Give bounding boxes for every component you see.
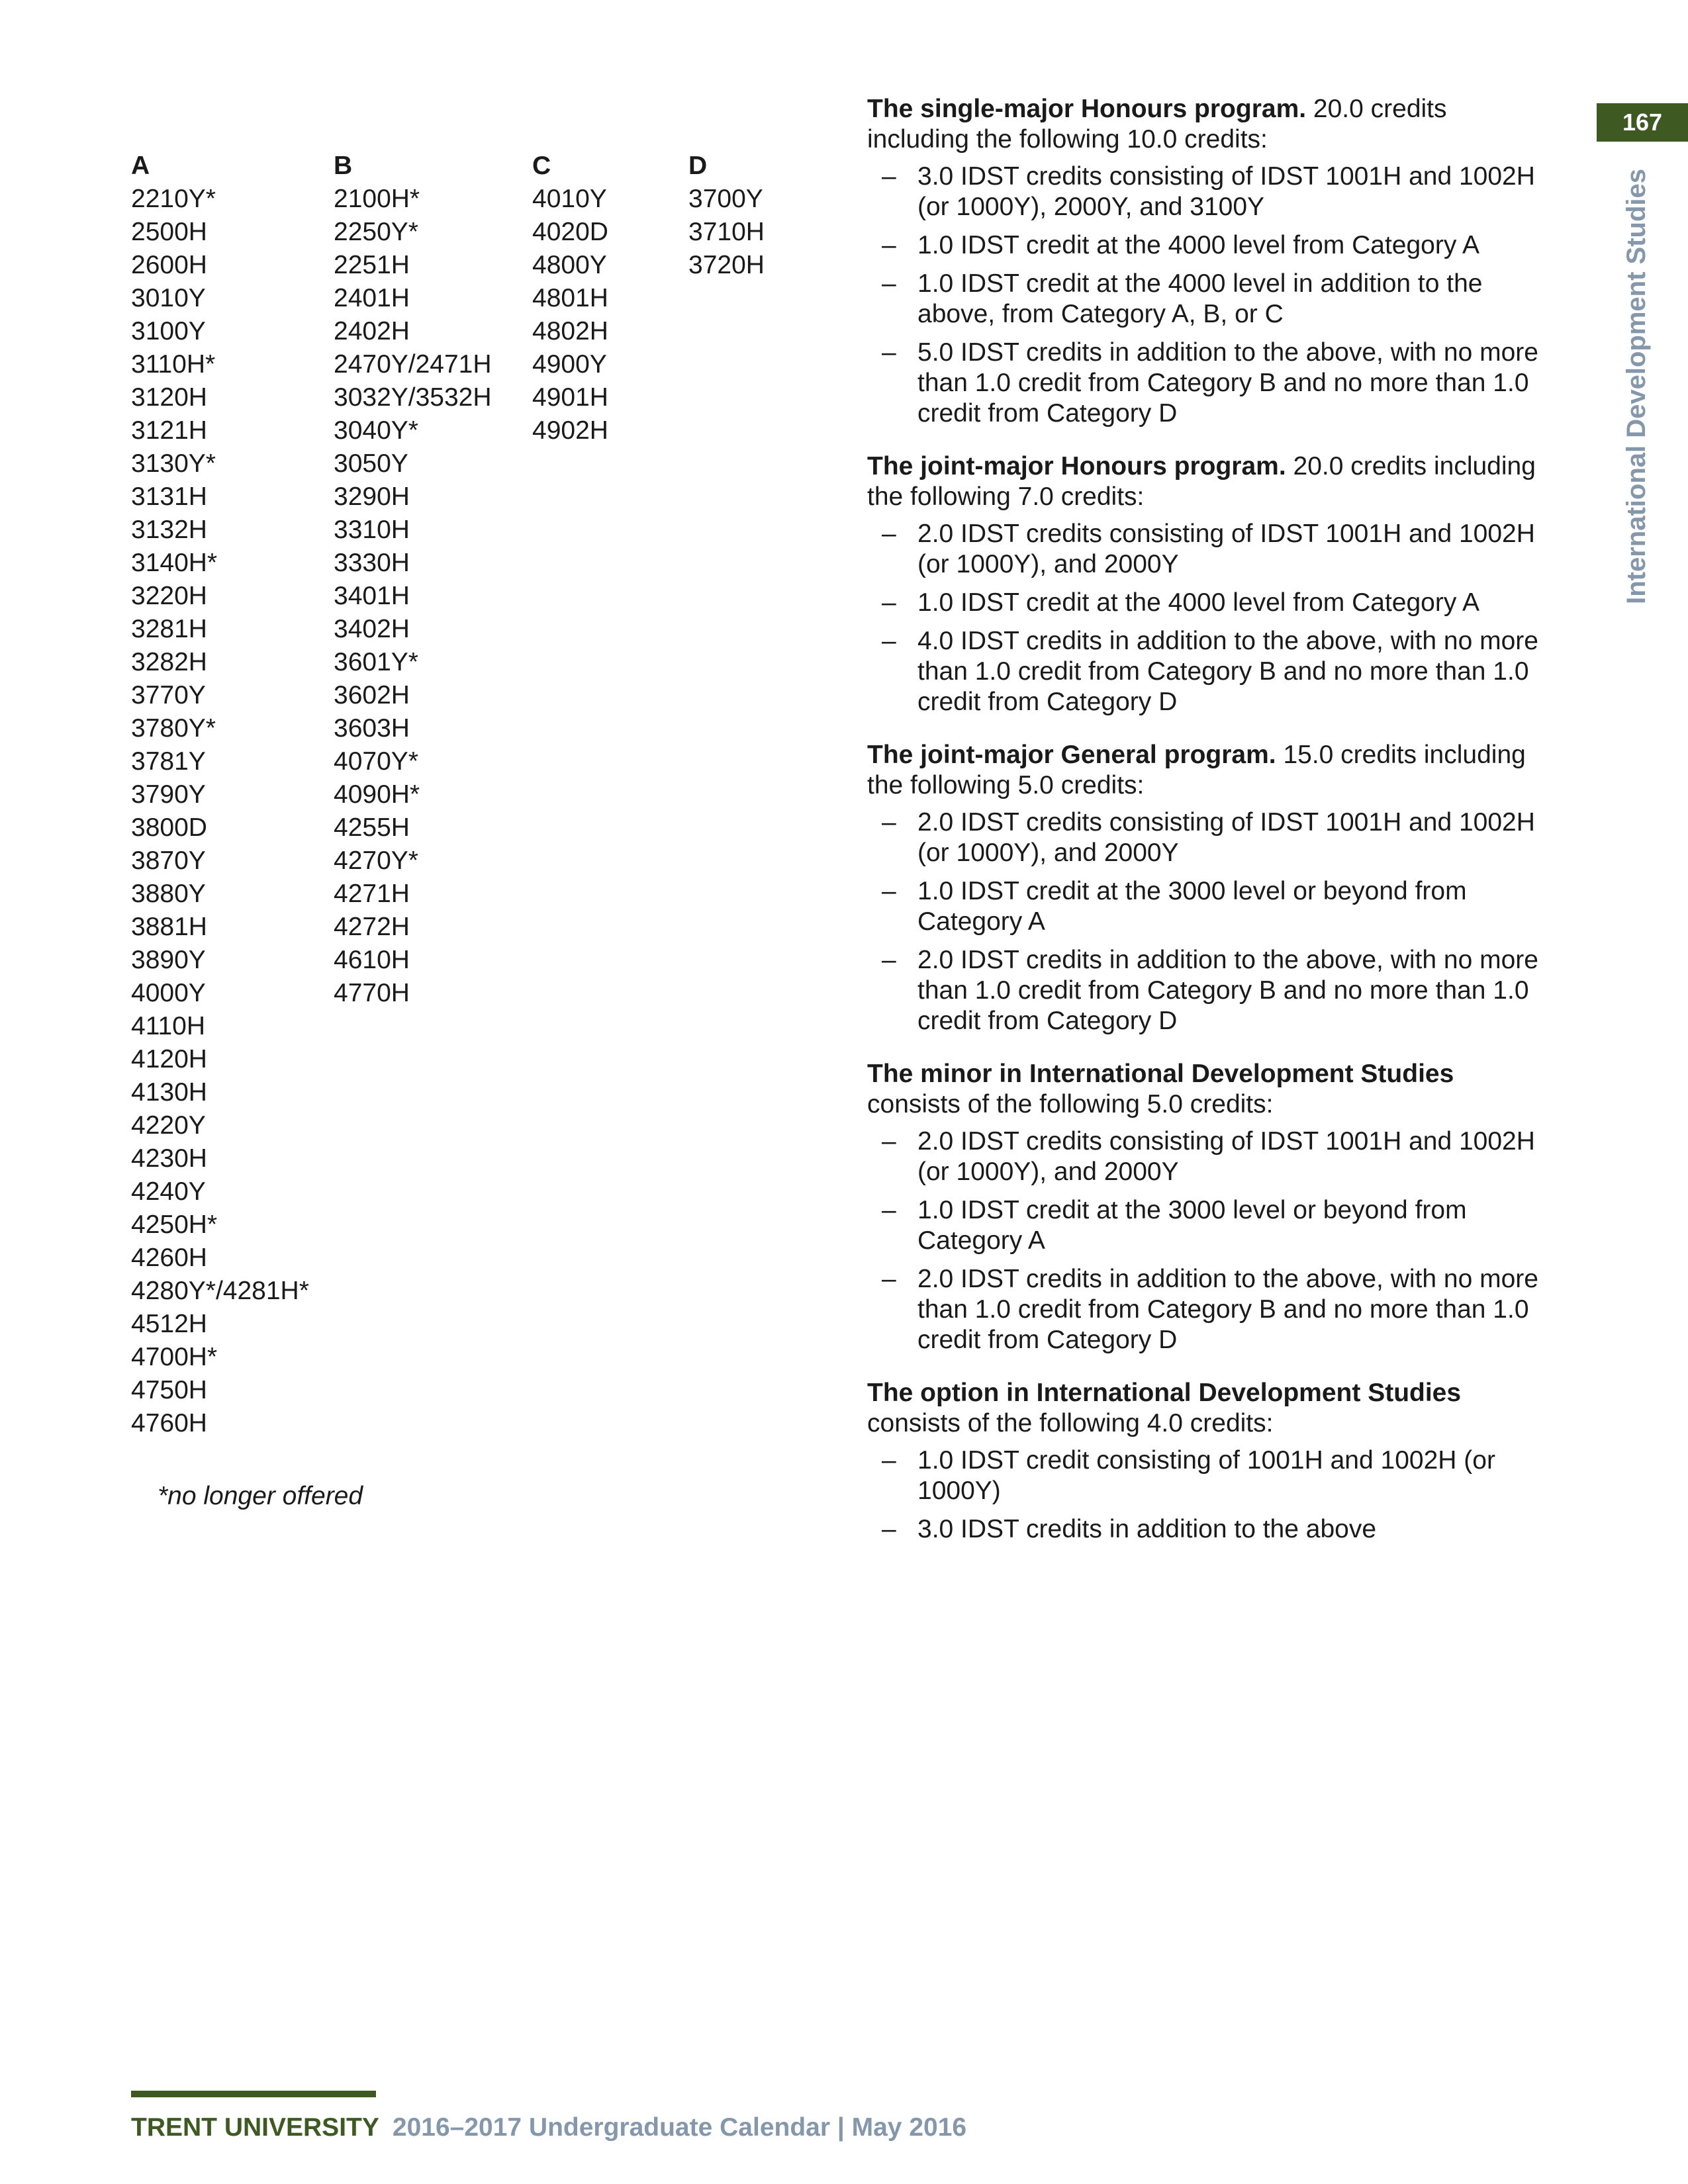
course-code: 3890Y	[131, 946, 206, 974]
course-code: 3700Y	[688, 185, 763, 213]
program-credits-summary: consists of the following 4.0 credits:	[867, 1409, 1274, 1437]
requirement-text: 2.0 IDST credits in addition to the above, with no more than 1.0 credit from Category B and no more than 1.0 credit from Category D	[917, 1265, 1538, 1354]
dash-bullet-icon: –	[882, 162, 896, 191]
footer-university: TRENT UNIVERSITY	[131, 2113, 379, 2142]
course-code: 4900Y	[532, 350, 607, 379]
course-code: 3601Y*	[334, 648, 418, 676]
course-code: 3770Y	[131, 681, 206, 709]
course-code: 4220Y	[131, 1111, 206, 1140]
dash-bullet-icon: –	[882, 946, 896, 974]
course-code: 2600H	[131, 251, 207, 279]
requirement-text: 2.0 IDST credits consisting of IDST 1001H and 1002H (or 1000Y), and 2000Y	[917, 520, 1535, 578]
requirement-item	[867, 945, 1552, 1036]
requirement-list	[867, 519, 1552, 717]
requirement-text: 1.0 IDST credit at the 3000 level or beyond from Category A	[917, 877, 1467, 936]
program-section	[867, 451, 1552, 717]
dash-bullet-icon: –	[882, 627, 896, 655]
requirement-text: 1.0 IDST credit at the 3000 level or beyond from Category A	[917, 1196, 1467, 1255]
program-heading	[867, 451, 1552, 512]
course-code: 4120H	[131, 1045, 207, 1073]
course-code: 3602H	[334, 681, 410, 709]
course-code: 3120H	[131, 383, 207, 412]
course-code: 3781Y	[131, 747, 206, 776]
program-title: The joint-major General program.	[867, 741, 1276, 769]
dash-bullet-icon: –	[882, 877, 896, 905]
program-title: The single-major Honours program.	[867, 95, 1307, 123]
program-requirements	[867, 94, 1552, 1567]
requirement-text: 2.0 IDST credits in addition to the above, with no more than 1.0 credit from Category B and no more than 1.0 credit from Category D	[917, 946, 1538, 1035]
dash-bullet-icon: –	[882, 1127, 896, 1156]
course-code: 2210Y*	[131, 185, 216, 213]
dash-bullet-icon: –	[882, 269, 896, 298]
program-heading	[867, 740, 1552, 801]
course-code: 4800Y	[532, 251, 607, 279]
course-code: 2251H	[334, 251, 410, 279]
course-code: 4770H	[334, 979, 410, 1007]
course-code: 2470Y/2471H	[334, 350, 492, 379]
course-code: 3290H	[334, 482, 410, 511]
footnote: *no longer offered	[158, 1482, 363, 1510]
requirement-list	[867, 1126, 1552, 1355]
course-code: 2401H	[334, 284, 410, 312]
course-code: 3330H	[334, 549, 410, 577]
course-code: 4070Y*	[334, 747, 418, 776]
course-code: 4760H	[131, 1409, 207, 1437]
requirement-item	[867, 588, 1552, 618]
category-c-column	[532, 150, 688, 1440]
course-code: 3603H	[334, 714, 410, 743]
requirement-item	[867, 1514, 1552, 1545]
course-code: 3110H*	[131, 350, 216, 379]
course-code: 3710H	[688, 218, 765, 246]
category-b-column	[334, 150, 532, 1440]
course-code: 3800D	[131, 813, 207, 842]
course-code: 4000Y	[131, 979, 206, 1007]
requirement-text: 3.0 IDST credits in addition to the above	[917, 1515, 1377, 1543]
course-code: 3310H	[334, 516, 410, 544]
course-code: 4801H	[532, 284, 608, 312]
category-d-heading: D	[688, 152, 708, 180]
page-number-tab	[1597, 103, 1688, 142]
course-code: 3282H	[131, 648, 207, 676]
program-title: The option in International Development Studies	[867, 1379, 1462, 1407]
requirement-text: 1.0 IDST credit at the 4000 level from Category A	[917, 231, 1480, 259]
course-code: 3881H	[131, 913, 207, 941]
dash-bullet-icon: –	[882, 1446, 896, 1475]
requirement-list	[867, 1445, 1552, 1545]
requirement-item	[867, 1195, 1552, 1256]
course-code: 4240Y	[131, 1177, 206, 1206]
program-credits-summary: consists of the following 5.0 credits:	[867, 1090, 1274, 1118]
course-code: 3220H	[131, 582, 207, 610]
course-code: 4272H	[334, 913, 410, 941]
course-code: 4020D	[532, 218, 608, 246]
course-code: 3032Y/3532H	[334, 383, 492, 412]
side-title-container	[1620, 169, 1655, 632]
requirement-text: 5.0 IDST credits in addition to the above, with no more than 1.0 credit from Category B and no more than 1.0 credit from Category D	[917, 338, 1538, 428]
requirement-item	[867, 1445, 1552, 1506]
requirement-list	[867, 807, 1552, 1036]
category-a-column	[131, 150, 334, 1440]
dash-bullet-icon: –	[882, 588, 896, 617]
requirement-text: 2.0 IDST credits consisting of IDST 1001H and 1002H (or 1000Y), and 2000Y	[917, 1127, 1535, 1186]
dash-bullet-icon: –	[882, 338, 896, 367]
course-code: 4260H	[131, 1244, 207, 1272]
course-code: 4750H	[131, 1376, 207, 1404]
course-code: 3140H*	[131, 549, 218, 577]
course-code: 3131H	[131, 482, 207, 511]
requirement-text: 3.0 IDST credits consisting of IDST 1001H and 1002H (or 1000Y), 2000Y, and 3100Y	[917, 162, 1535, 221]
dash-bullet-icon: –	[882, 1265, 896, 1293]
requirement-text: 1.0 IDST credit at the 4000 level in addition to the above, from Category A, B, or C	[917, 269, 1483, 328]
course-category-table	[131, 150, 847, 1440]
course-code: 4512H	[131, 1310, 207, 1338]
program-section	[867, 740, 1552, 1036]
requirement-item	[867, 626, 1552, 717]
requirement-item	[867, 338, 1552, 429]
dash-bullet-icon: –	[882, 808, 896, 837]
course-code: 4802H	[532, 317, 608, 345]
category-a-heading: A	[131, 152, 150, 180]
course-code: 4280Y*/4281H*	[131, 1277, 309, 1305]
course-code: 3720H	[688, 251, 765, 279]
category-d-column	[688, 150, 847, 1440]
course-code: 4271H	[334, 880, 410, 908]
dash-bullet-icon: –	[882, 520, 896, 548]
course-code: 3402H	[334, 615, 410, 643]
requirement-item	[867, 519, 1552, 580]
course-code: 4901H	[532, 383, 608, 412]
course-code: 2402H	[334, 317, 410, 345]
course-code: 3050Y	[334, 449, 408, 478]
course-code: 4902H	[532, 416, 608, 445]
course-code: 4230H	[131, 1144, 207, 1173]
requirement-text: 2.0 IDST credits consisting of IDST 1001H and 1002H (or 1000Y), and 2000Y	[917, 808, 1535, 867]
requirement-item	[867, 876, 1552, 937]
footer-rule	[131, 2091, 376, 2097]
requirement-item	[867, 161, 1552, 222]
course-code: 3100Y	[131, 317, 206, 345]
course-code: 3870Y	[131, 846, 206, 875]
dash-bullet-icon: –	[882, 1196, 896, 1224]
footer-calendar: 2016–2017 Undergraduate Calendar | May 2016	[392, 2113, 967, 2142]
course-code: 4250H*	[131, 1210, 218, 1239]
program-title: The joint-major Honours program.	[867, 452, 1286, 480]
requirement-item	[867, 230, 1552, 261]
course-code: 2250Y*	[334, 218, 418, 246]
course-code: 4010Y	[532, 185, 607, 213]
course-code: 2100H*	[334, 185, 420, 213]
course-code: 4090H*	[334, 780, 420, 809]
program-credits-summary: 20.0 credits including the following 10.0 credits:	[867, 95, 1447, 154]
course-code: 3010Y	[131, 284, 206, 312]
dash-bullet-icon: –	[882, 1515, 896, 1543]
requirement-item	[867, 807, 1552, 868]
category-c-heading: C	[532, 152, 551, 180]
course-code: 3790Y	[131, 780, 206, 809]
requirement-text: 4.0 IDST credits in addition to the above, with no more than 1.0 credit from Category B and no more than 1.0 credit from Category D	[917, 627, 1538, 716]
course-code: 3130Y*	[131, 449, 216, 478]
page-number: 167	[1622, 109, 1663, 136]
requirement-list	[867, 161, 1552, 429]
requirement-text: 1.0 IDST credit at the 4000 level from Category A	[917, 588, 1480, 617]
program-section	[867, 1378, 1552, 1545]
course-code: 4255H	[334, 813, 410, 842]
program-section	[867, 94, 1552, 429]
category-b-heading: B	[334, 152, 353, 180]
program-heading	[867, 94, 1552, 155]
footer	[131, 2111, 966, 2144]
requirement-item	[867, 1126, 1552, 1187]
course-code: 4110H	[131, 1012, 206, 1040]
course-code: 4270Y*	[334, 846, 418, 875]
program-heading	[867, 1378, 1552, 1439]
program-title: The minor in International Development Studies	[867, 1060, 1454, 1088]
course-code: 3281H	[131, 615, 207, 643]
course-code: 3401H	[334, 582, 410, 610]
course-code: 3132H	[131, 516, 207, 544]
course-code: 4610H	[334, 946, 410, 974]
requirement-item	[867, 1264, 1552, 1355]
course-code: 4700H*	[131, 1343, 218, 1371]
course-code: 3880Y	[131, 880, 206, 908]
course-code: 4130H	[131, 1078, 207, 1107]
course-code: 3040Y*	[334, 416, 418, 445]
course-code: 3780Y*	[131, 714, 216, 743]
course-code: 2500H	[131, 218, 207, 246]
program-credits-summary: 20.0 credits including the following 7.0 credits:	[867, 452, 1536, 511]
program-credits-summary: 15.0 credits including the following 5.0 credits:	[867, 741, 1526, 799]
side-section-title: International Development Studies	[1622, 169, 1651, 604]
program-heading	[867, 1059, 1552, 1120]
dash-bullet-icon: –	[882, 231, 896, 259]
course-code: 3121H	[131, 416, 207, 445]
requirement-item	[867, 269, 1552, 330]
requirement-text: 1.0 IDST credit consisting of 1001H and 1002H (or 1000Y)	[917, 1446, 1495, 1505]
program-section	[867, 1059, 1552, 1355]
